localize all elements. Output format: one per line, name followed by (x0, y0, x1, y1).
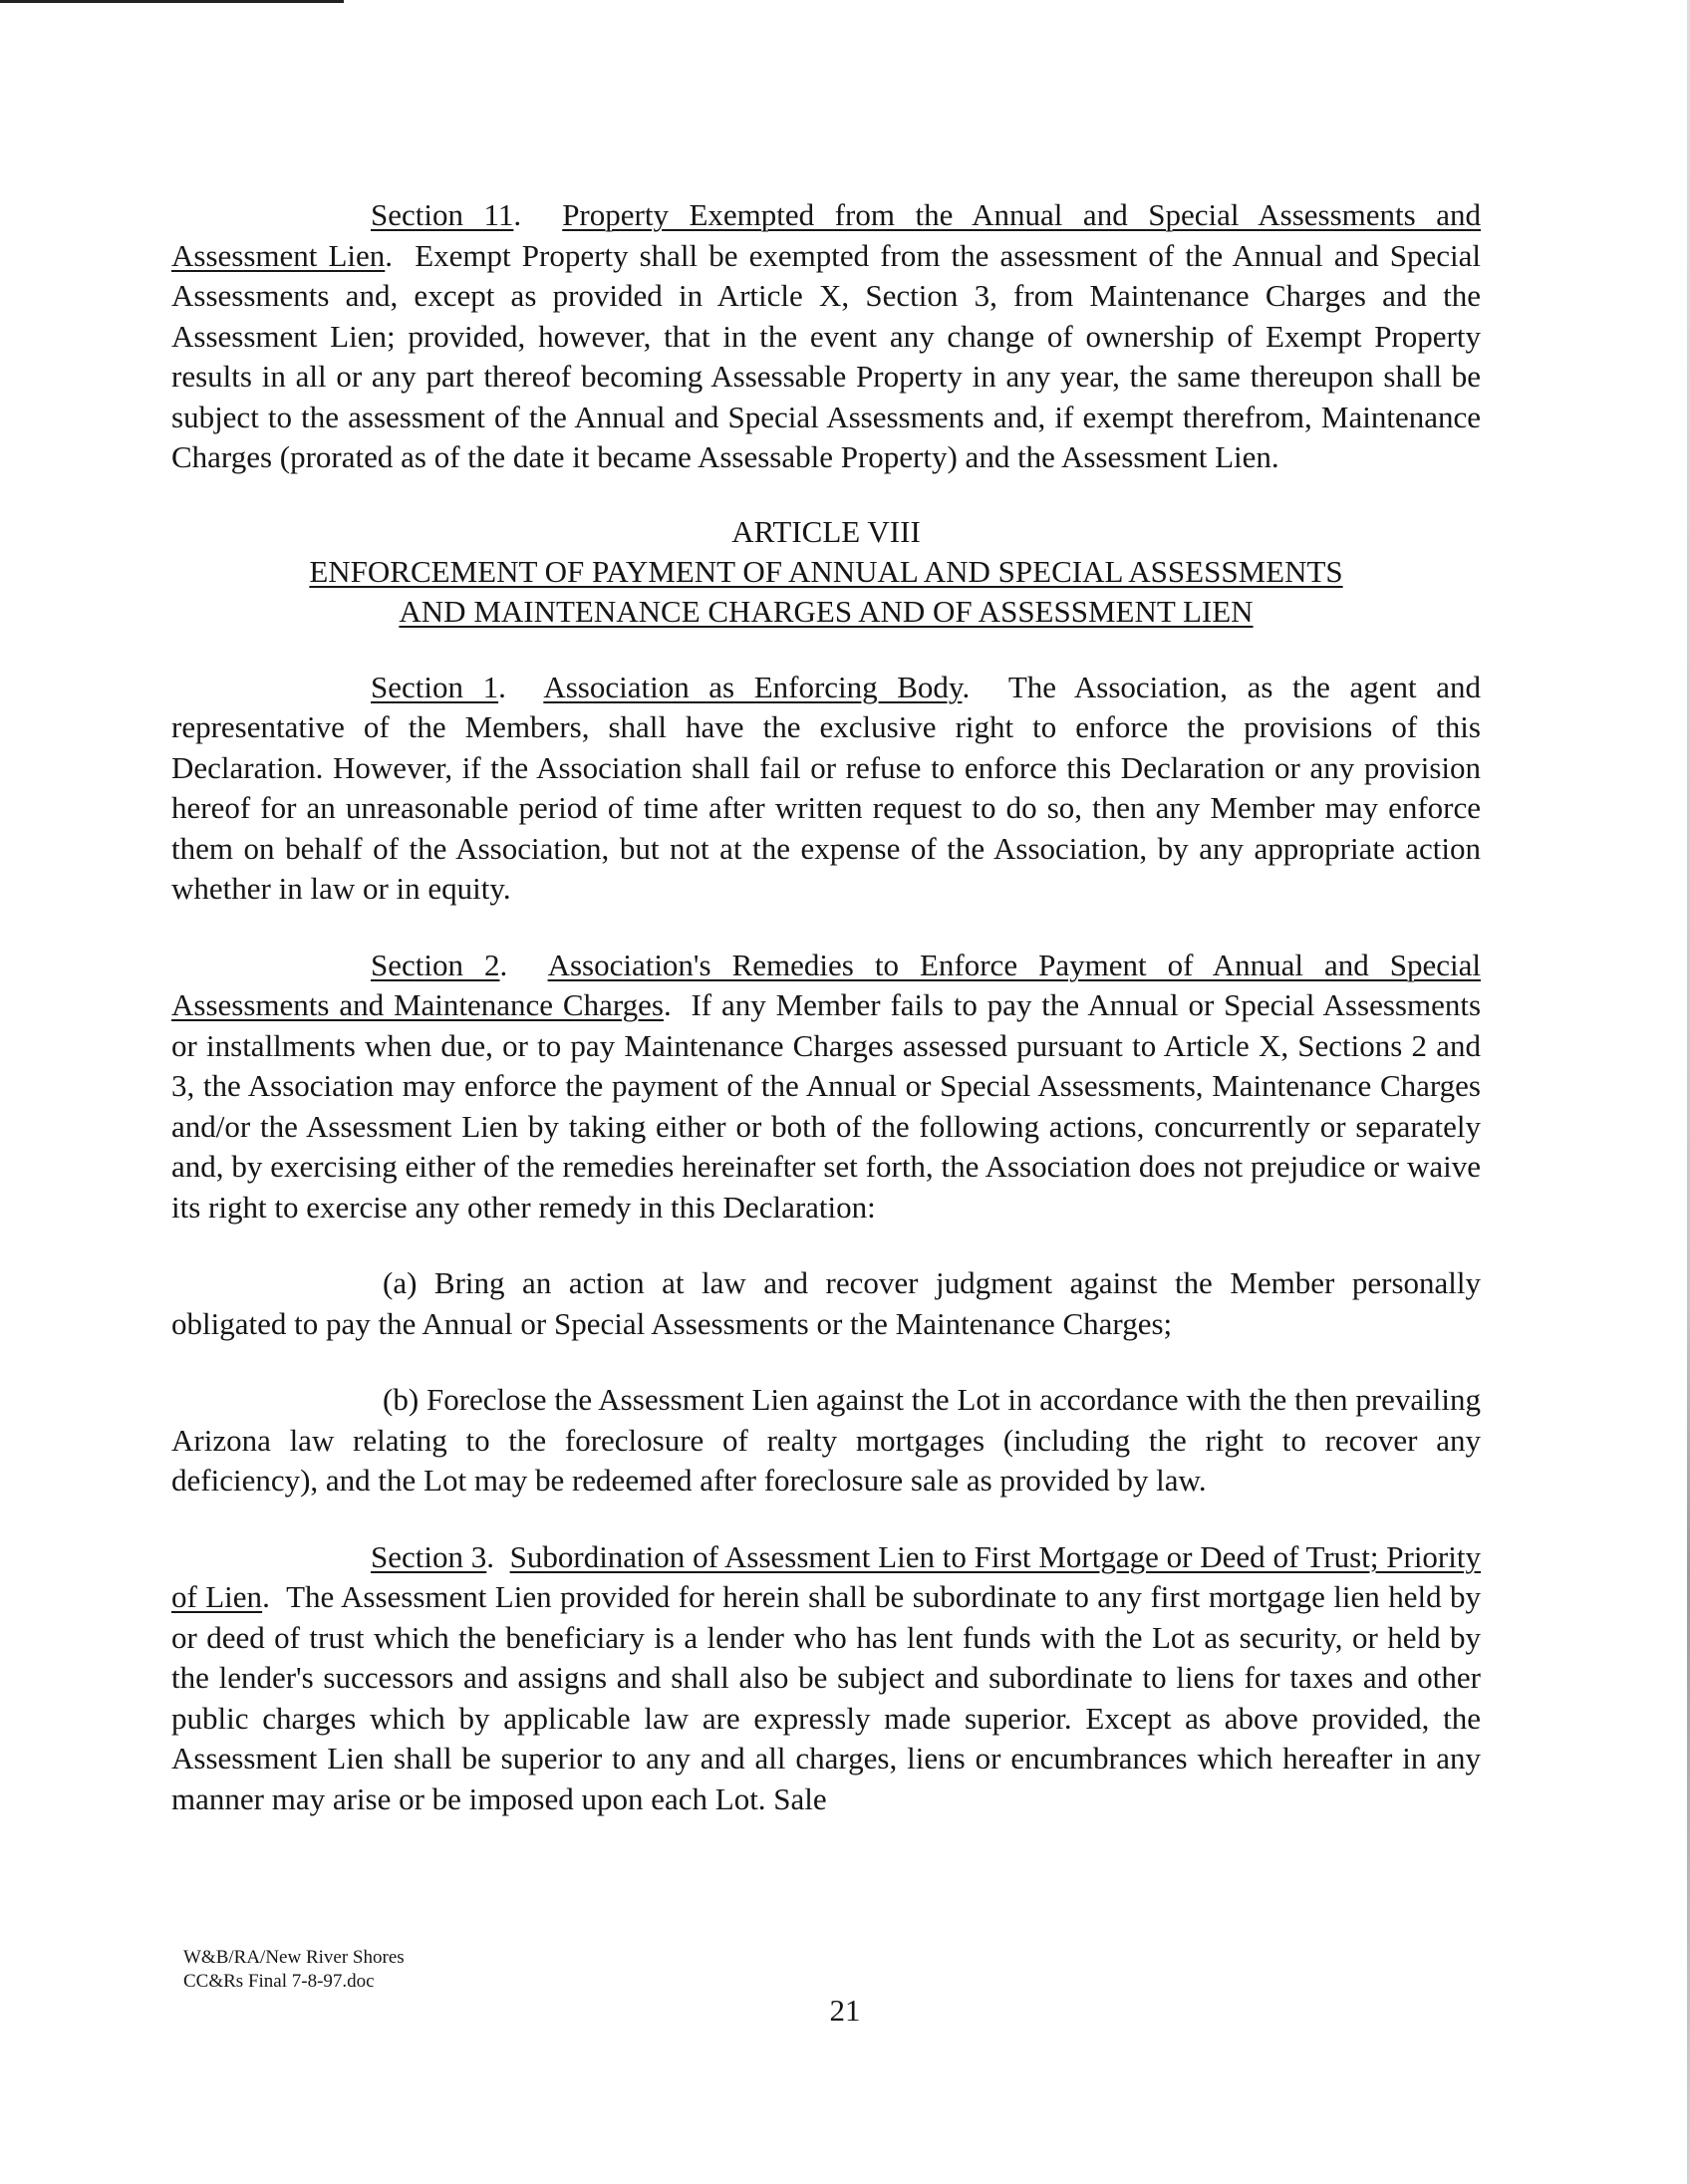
section-title: Subordination of Assessment Lien to First Mortgage or Deed of Trust; Priority of Lien (171, 1538, 1481, 1614)
footer-line-2: CC&Rs Final 7-8-97.doc (183, 1971, 375, 1992)
section-3-paragraph: Section 3. Subordination of Assessment Lien to First Mortgage or Deed of Trust; Priority of Lien. The Assessment Lien provided for herein shall be subordinate to any first mortgage lien held by or deed of trust which the beneficiary is a lender who has lent funds with the Lot as security, or held by the lender's successors and assigns and shall also be subject and subordinate to liens for taxes and other public charges which by applicable law are expressly made superior. Except as above provided, the Assessment Lien shall be superior to any and all charges, liens or encumbrances which hereafter in any manner may arise or be imposed upon each Lot. Sale (171, 1538, 1481, 1816)
remedy-item-a: (a) Bring an action at law and recover judgment against the Member personally obligated to pay the Annual or Special Assessments or the Maintenance Charges; (171, 1265, 1481, 1341)
section-number: Section 1 (371, 669, 499, 704)
article-title-line-1: ENFORCEMENT OF PAYMENT OF ANNUAL AND SPECIAL ASSESSMENTS (309, 553, 1343, 589)
document-page (171, 195, 1481, 1819)
article-title-line-2: AND MAINTENANCE CHARGES AND OF ASSESSMENT LIEN (399, 593, 1254, 629)
article-label: ARTICLE VIII (731, 513, 921, 549)
section-1-paragraph: Section 1. Association as Enforcing Body. The Association, as the agent and representative of the Members, shall have the exclusive right to enforce the provisions of this Declaration. However, if the Association shall fail or refuse to enforce this Declaration or any provision hereof for an unreasonable period of time after written request to do so, then any Member may enforce them on behalf of the Association, but not at the expense of the Association, by any appropriate action whether in law or in equity. (171, 669, 1481, 906)
section-number: Section 2 (371, 947, 500, 982)
section-number: Section 3 (371, 1538, 487, 1574)
remedy-item-b: (b) Foreclose the Assessment Lien against the Lot in accordance with the then prevailing Arizona law relating to the foreclosure of realty mortgages (including the right to recover any deficiency), and the Lot may be redeemed after foreclosure sale as provided by law. (171, 1382, 1481, 1498)
section-number: Section 11 (371, 197, 514, 232)
section-title: Association as Enforcing Body (543, 669, 963, 704)
section-body: The Assessment Lien provided for herein shall be subordinate to any first mortgage lien held by or deed of trust which the beneficiary is a lender who has lent funds with the Lot as security, or held by the lender's successors and assigns and shall also be subject and subordinate to liens for taxes and other public charges which by applicable law are expressly made superior. Except as above provided, the Assessment Lien shall be superior to any and all charges, liens or encumbrances which hereafter in any manner may arise or be imposed upon each Lot. Sale (171, 1579, 1481, 1816)
section-body: Exempt Property shall be exempted from the assessment of the Annual and Special Assessments and, except as provided in Article X, Section 3, from Maintenance Charges and the Assessment Lien; provided, however, that in the event any change of ownership of Exempt Property results in all or any part thereof becoming Assessable Property in any year, the same thereupon shall be subject to the assessment of the Annual and Special Assessments and, if exempt therefrom, Maintenance Charges (prorated as of the date it became Assessable Property) and the Assessment Lien. (171, 237, 1481, 474)
document-footer (183, 1946, 405, 1994)
section-2-paragraph: Section 2. Association's Remedies to Enforce Payment of Annual and Special Assessments and Maintenance Charges. If any Member fails to pay the Annual or Special Assessments or installments when due, or to pay Maintenance Charges assessed pursuant to Article X, Sections 2 and 3, the Association may enforce the payment of the Annual or Special Assessments, Maintenance Charges and/or the Assessment Lien by taking either or both of the following actions, concurrently or separately and, by exercising either of the remedies hereinafter set forth, the Association does not prejudice or waive its right to exercise any other remedy in this Declaration: (171, 947, 1482, 1225)
section-body: If any Member fails to pay the Annual or Special Assessments or installments when due, or to pay Maintenance Charges assessed pursuant to Article X, Sections 2 and 3, the Association may enforce the payment of the Annual or Special Assessments, Maintenance Charges and/or the Assessment Lien by taking either or both of the following actions, concurrently or separately and, by exercising either of the remedies hereinafter set forth, the Association does not prejudice or waive its right to exercise any other remedy in this Declaration: (171, 987, 1482, 1225)
footer-line-1: W&B/RA/New River Shores (183, 1947, 405, 1968)
section-title: Property Exempted from the Annual and Special Assessments and Assessment Lien (171, 197, 1482, 273)
article-heading (171, 512, 1481, 632)
section-body: The Association, as the agent and representative of the Members, shall have the exclusive right to enforce the provisions of this Declaration. However, if the Association shall fail or refuse to enforce this Declaration or any provision hereof for an unreasonable period of time after written request to do so, then any Member may enforce them on behalf of the Association, but not at the expense of the Association, by any appropriate action whether in law or in equity. (171, 669, 1481, 906)
section-11-paragraph: Section 11. Property Exempted from the Annual and Special Assessments and Assessment Lien. Exempt Property shall be exempted from the assessment of the Annual and Special Assessments and, except as provided in Article X, Section 3, from Maintenance Charges and the Assessment Lien; provided, however, that in the event any change of ownership of Exempt Property results in all or any part thereof becoming Assessable Property in any year, the same thereupon shall be subject to the assessment of the Annual and Special Assessments and, if exempt therefrom, Maintenance Charges (prorated as of the date it became Assessable Property) and the Assessment Lien. (171, 197, 1482, 474)
section-title: Association's Remedies to Enforce Payment of Annual and Special Assessments and Maintenance Charges (171, 947, 1481, 1022)
scan-edge-mark (0, 0, 344, 3)
page-number: 21 (829, 1993, 861, 2028)
